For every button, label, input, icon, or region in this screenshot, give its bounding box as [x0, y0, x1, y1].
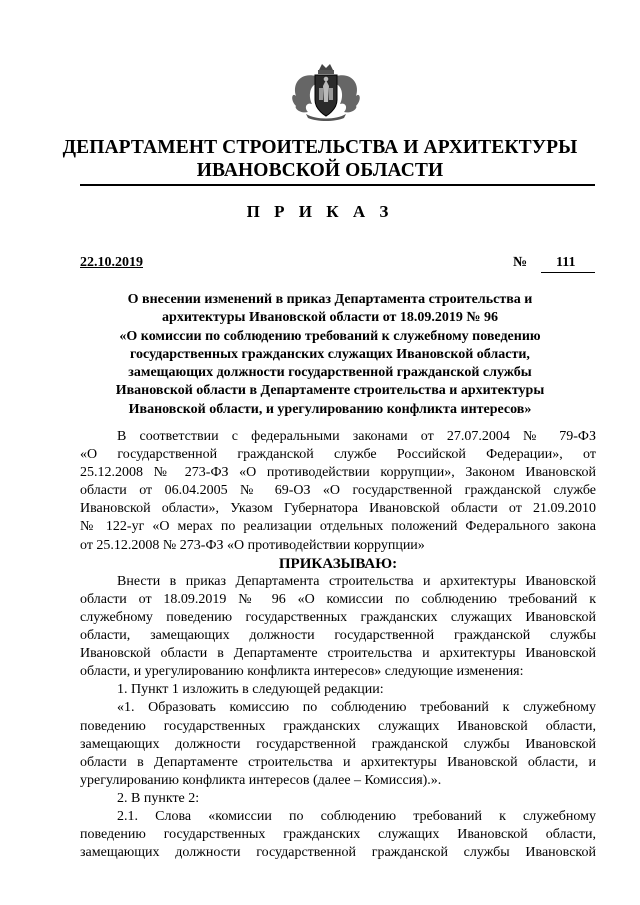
item21-line: замещающих должности государственной гражданской службы Ивановской: [80, 845, 596, 861]
item21-line: 2.1. Слова «комиссии по соблюдению требований к служебному: [117, 808, 596, 824]
subject-line: «О комиссии по соблюдению требований к служебному поведению: [119, 328, 541, 344]
item1-line: урегулированию конфликта интересов (далее – Комиссия).».: [80, 772, 442, 788]
order-number: 111: [556, 255, 576, 270]
preamble-line: Ивановской области», Указом Губернатора Ивановской области от 21.09.2010: [80, 501, 596, 517]
preamble-line: области от 06.04.2005 № 69-ОЗ «О государственной гражданской службе: [80, 483, 596, 499]
subject-line: архитектуры Ивановской области от 18.09.2019 № 96: [162, 310, 498, 326]
intro-line: Внести в приказ Департамента строительства и архитектуры Ивановской: [117, 573, 596, 589]
department-name-line1: ДЕПАРТАМЕНТ СТРОИТЕЛЬСТВА И АРХИТЕКТУРЫ: [62, 137, 578, 158]
subject-line: О внесении изменений в приказ Департамента строительства и: [127, 292, 533, 307]
item1-line: замещающих должности государственной гражданской службы Ивановской: [80, 736, 596, 752]
department-name-line2: ИВАНОВСКОЙ ОБЛАСТИ: [196, 160, 444, 181]
document-type-title: П Р И К А З: [246, 202, 394, 221]
header-divider: [80, 184, 595, 186]
item1-line: области в Департаменте строительства и архитектуры Ивановской области, и: [80, 754, 596, 770]
order-directive: ПРИКАЗЫВАЮ:: [278, 555, 398, 572]
item21-line: поведению государственных гражданских служащих Ивановской области,: [80, 827, 596, 843]
intro-line: служебному поведению государственных гражданских служащих Ивановской: [80, 609, 596, 625]
number-sign: №: [513, 255, 528, 270]
preamble-line: В соответствии с федеральными законами от 27.07.2004 № 79-ФЗ: [117, 429, 596, 444]
intro-line: области, замещающих должности государственной гражданской службы: [80, 628, 596, 644]
preamble-line: «О государственной гражданской службе Российской Федерации», от: [80, 447, 596, 463]
intro-line: Ивановской области в Департаменте строительства и архитектуры Ивановской: [80, 646, 596, 662]
intro-line: области от 18.09.2019 № 96 «О комиссии по соблюдению требований к: [80, 591, 596, 607]
number-underline: [541, 272, 595, 273]
order-date: 22.10.2019: [80, 255, 143, 270]
coat-of-arms-icon: [286, 62, 366, 122]
subject-line: Ивановской области в Департаменте строительства и архитектуры: [115, 383, 545, 399]
order-body: [80, 428, 596, 862]
item1-line: «1. Образовать комиссию по соблюдению требований к служебному: [117, 700, 596, 716]
item1-line: поведению государственных гражданских служащих Ивановской области,: [80, 718, 596, 734]
preamble-line: № 122-уг «О мерах по реализации отдельных положений Федерального закона: [80, 519, 596, 535]
subject-line: Ивановской области, и урегулированию конфликта интересов»: [128, 401, 532, 417]
subject-line: замещающих должности государственной гражданской службы: [128, 365, 532, 381]
preamble-line: 25.12.2008 № 273-ФЗ «О противодействии коррупции», Законом Ивановской: [80, 465, 596, 481]
preamble-line: от 25.12.2008 № 273-ФЗ «О противодействии коррупции»: [80, 537, 425, 553]
intro-line: области, и урегулированию конфликта интересов» следующие изменения:: [80, 664, 524, 680]
item1-title: 1. Пункт 1 изложить в следующей редакции:: [117, 682, 384, 698]
order-subject: [100, 291, 560, 419]
item2-title: 2. В пункте 2:: [117, 790, 200, 806]
subject-line: государственных гражданских служащих Ивановской области,: [130, 346, 530, 362]
